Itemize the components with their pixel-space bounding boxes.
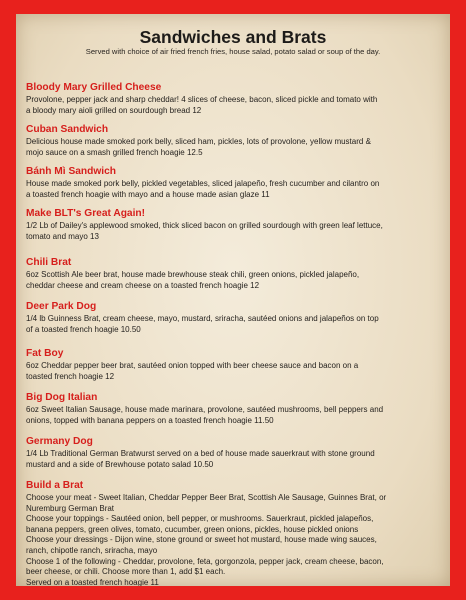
item-name: Germany Dog — [26, 436, 93, 447]
menu-item-make-blts-great-again — [26, 208, 442, 242]
page-subtitle: Served with choice of air fried french fries, house salad, potato salad or soup of the day. — [85, 47, 381, 56]
item-description — [26, 361, 442, 382]
item-description-line: Delicious house made smoked pork belly, sliced ham, pickles, lots of provolone, yellow mustard & — [26, 137, 371, 146]
item-description-line: 1/4 lb Guinness Brat, cream cheese, mayo, mustard, sriracha, sautéed onions and jalapeños on top — [26, 314, 379, 323]
item-description-line: Choose your dressings - Dijon wine, stone ground or sweet hot mustard, house made wing sauces, — [26, 535, 377, 545]
menu-item-bloody-mary-grilled-cheese — [26, 82, 442, 116]
menu-item-deer-park-dog — [26, 301, 442, 335]
item-description-line: mojo sauce on a smash grilled french hoagie 12.5 — [26, 147, 203, 157]
item-description-line: banana peppers, green olives, tomato, cucumber, green onions, pickles, house pickled onions — [26, 524, 359, 534]
item-name: Fat Boy — [26, 348, 64, 359]
menu-item-chili-brat — [26, 257, 442, 291]
item-name: Chili Brat — [26, 257, 72, 268]
item-description-line: 6oz Scottish Ale beer brat, house made brewhouse steak chili, green onions, pickled jalapeño, — [26, 270, 360, 279]
item-description-line: Choose 1 of the following - Cheddar, provolone, feta, gorgonzola, pepper jack, cream cheese, bacon, — [26, 556, 384, 566]
item-description-line: a toasted french hoagie with mayo and a house made asian glaze 11 — [26, 189, 270, 199]
menu-item-build-a-brat — [26, 480, 442, 586]
item-description-line: Nuremburg German Brat — [26, 503, 115, 513]
item-description — [26, 221, 442, 242]
menu-item-fat-boy — [26, 348, 442, 382]
item-description — [26, 314, 442, 335]
item-description-line: a bloody mary aioli grilled on sourdough bread 12 — [26, 105, 202, 115]
item-description-line: toasted french hoagie 12 — [26, 371, 115, 381]
menu-item-banh-mi-sandwich — [26, 166, 442, 200]
item-description-line: onions, topped with banana peppers on a toasted french hoagie 11.50 — [26, 415, 274, 425]
item-description — [26, 270, 442, 291]
item-name: Make BLT's Great Again! — [26, 208, 146, 219]
item-description-line: tomato and mayo 13 — [26, 231, 99, 241]
menu-item-germany-dog — [26, 436, 442, 470]
item-description-line: 6oz Cheddar pepper beer brat, sautéed onion topped with beer cheese sauce and bacon on a — [26, 361, 359, 370]
item-description-line: House made smoked pork belly, pickled vegetables, sliced jalapeño, fresh cucumber and cilantro on — [26, 179, 380, 188]
item-name: Deer Park Dog — [26, 301, 97, 312]
item-description — [26, 179, 442, 200]
item-description — [26, 493, 442, 586]
item-description-line: cheddar cheese and cream cheese on a toasted french hoagie 12 — [26, 280, 260, 290]
item-description — [26, 449, 442, 470]
item-description-line: 1/4 Lb Traditional German Bratwurst served on a bed of house made sauerkraut with stone ground — [26, 449, 375, 458]
item-description — [26, 137, 442, 158]
item-name: Big Dog Italian — [26, 392, 98, 403]
item-description-line: Choose your meat - Sweet Italian, Cheddar Pepper Beer Brat, Scottish Ale Sausage, Guinnes Brat, or — [26, 493, 387, 502]
item-description-line: beer cheese, or chili. Choose more than 1, add $1 each. — [26, 567, 226, 577]
item-description — [26, 405, 442, 426]
menu-item-cuban-sandwich — [26, 124, 442, 158]
item-description-line: of a toasted french hoagie 10.50 — [26, 324, 141, 334]
item-name: Build a Brat — [26, 480, 84, 491]
item-description-line: Provolone, pepper jack and sharp cheddar! 4 slices of cheese, bacon, sliced pickle and tomato with — [26, 95, 378, 104]
item-name: Bánh Mì Sandwich — [26, 166, 116, 177]
item-description-line: 1/2 Lb of Dailey's applewood smoked, thick sliced bacon on grilled sourdough with green leaf lettuce, — [26, 221, 383, 230]
item-description — [26, 95, 442, 116]
item-name: Cuban Sandwich — [26, 124, 109, 135]
item-description-line: Served on a toasted french hoagie 11 — [26, 577, 159, 586]
menu-item-big-dog-italian — [26, 392, 442, 426]
item-description-line: 6oz Sweet Italian Sausage, house made marinara, provolone, sautéed mushrooms, bell peppers and — [26, 405, 384, 414]
menu-page — [16, 14, 450, 586]
item-description-line: ranch, chipotle ranch, sriracha, mayo — [26, 545, 158, 555]
item-name: Bloody Mary Grilled Cheese — [26, 82, 162, 93]
page-title: Sandwiches and Brats — [139, 27, 327, 47]
item-description-line: Choose your toppings - Sautéed onion, bell pepper, or mushrooms. Sauerkraut, pickled jalapeños, — [26, 514, 374, 524]
item-description-line: mustard and a side of Brewhouse potato salad 10.50 — [26, 459, 214, 469]
